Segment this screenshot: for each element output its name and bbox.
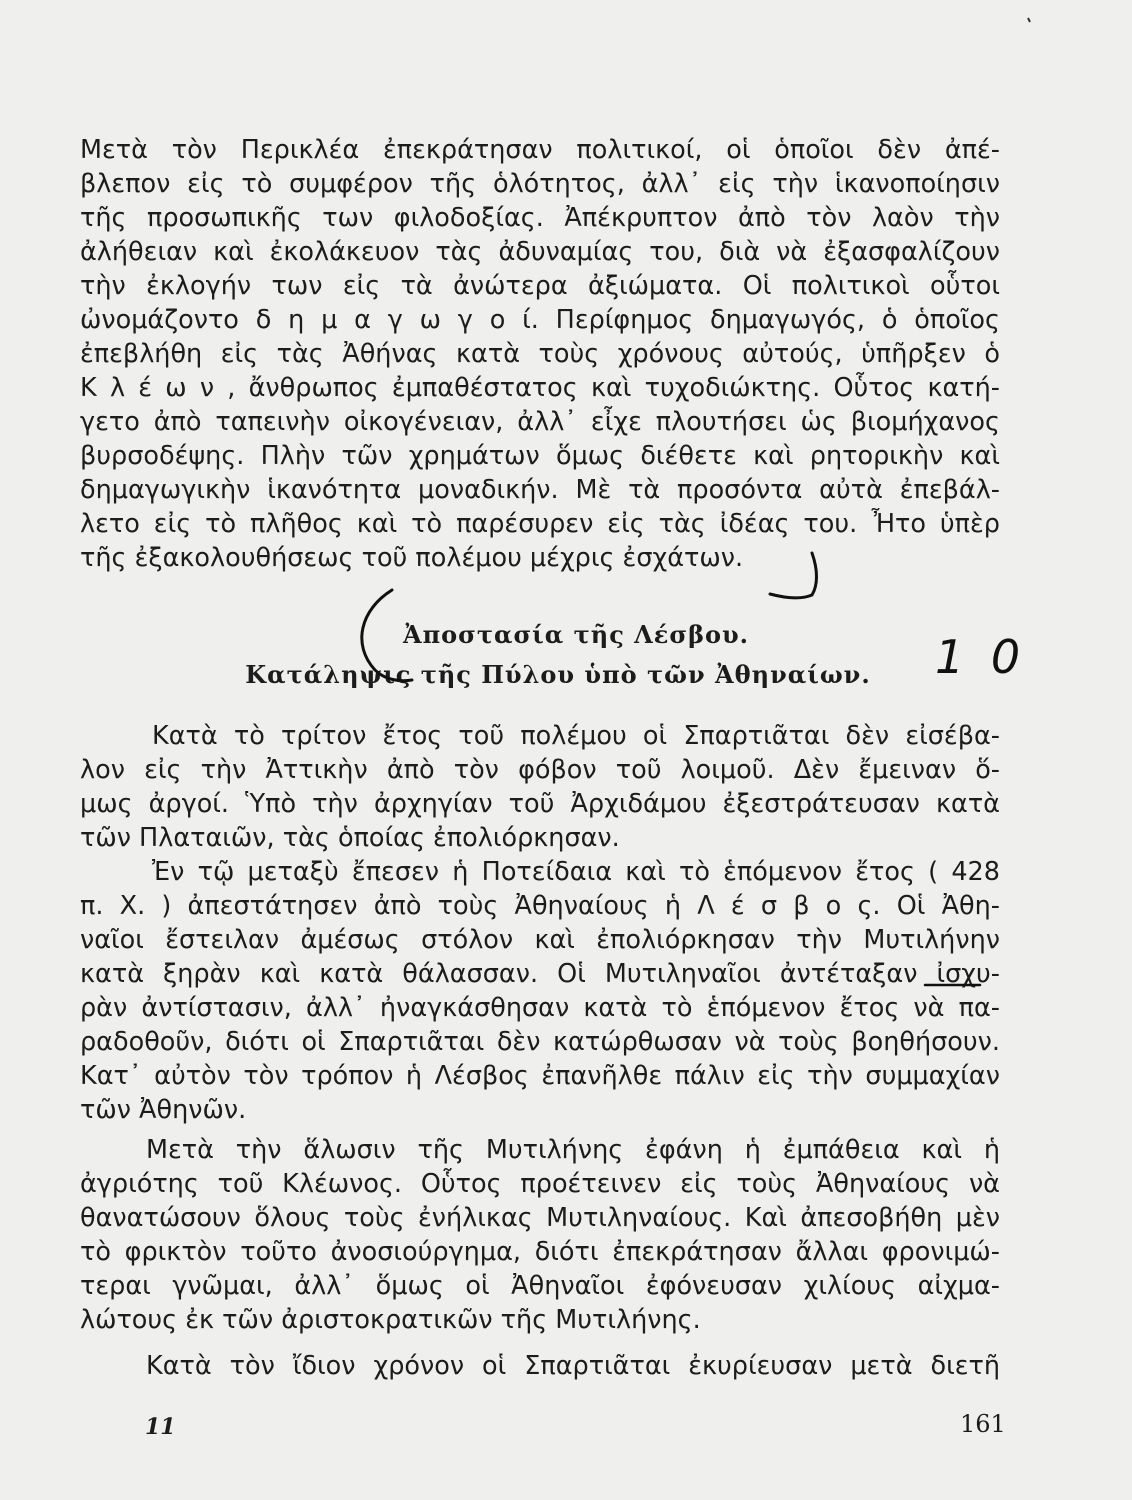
section-heading-lesbos: Ἀποστασία τῆς Λέσβου. [402, 620, 750, 649]
text-line: Μετὰ τὴν ἅλωσιν τῆς Μυτιλήνης ἐφάνη ἡ ἐμπάθεια καὶ ἡ [146, 1135, 1000, 1165]
paragraph-mytilene-aftermath [80, 1133, 1000, 1337]
text-line: Ἐν τῷ μεταξὺ ἔπεσεν ἡ Ποτείδαια καὶ τὸ ἑπόμενον ἔτος ( 428 [152, 857, 1000, 887]
text-line: λον εἰς τὴν Ἀττικὴν ἀπὸ τὸν φόβον τοῦ λοιμοῦ. Δὲν ἔμειναν ὅ- [80, 755, 1000, 785]
text-line: Κ λ έ ω ν , ἄνθρωπος ἐμπαθέστατος καὶ τυχοδιώκτης. Οὗτος κατή- [80, 373, 1000, 403]
text-line: τὴν ἐκλογήν των εἰς τὰ ἀνώτερα ἀξιώματα. Οἱ πολιτικοὶ οὗτοι [80, 271, 1000, 301]
text-line: ρὰν ἀντίστασιν, ἀλλ᾽ ἠναγκάσθησαν κατὰ τὸ ἑπόμενον ἔτος νὰ πα- [80, 993, 1000, 1023]
paragraph-spartans-continuation [80, 1349, 1000, 1383]
text-line: ἀγριότης τοῦ Κλέωνος. Οὗτος προέτεινεν εἰς τοὺς Ἀθηναίους νὰ [80, 1169, 1000, 1199]
text-line: λώτους ἐκ τῶν ἀριστοκρατικῶν τῆς Μυτιλήνης. [80, 1305, 701, 1335]
text-line: τῶν Πλαταιῶν, τὰς ὁποίας ἐπολιόρκησαν. [80, 823, 620, 853]
text-line: τῆς προσωπικῆς των φιλοδοξίας. Ἀπέκρυπτον ἀπὸ τὸν λαὸν τὴν [80, 203, 1000, 233]
page-number: 161 [960, 1410, 1006, 1438]
text-line: π. Χ. ) ἀπεστάτησεν ἀπὸ τοὺς Ἀθηναίους ἡ Λ έ σ β ο ς. Οἱ Ἀθη- [80, 891, 1000, 921]
text-line: θανατώσουν ὅλους τοὺς ἐνήλικας Μυτιληναίους. Καὶ ἀπεσοβήθη μὲν [80, 1203, 1000, 1233]
text-line: ὠνομάζοντο δ η μ α γ ω γ ο ί. Περίφημος δημαγωγός, ὁ ὁποῖος [80, 305, 1000, 335]
text-line: τεραι γνῶμαι, ἀλλ᾽ ὅμως οἱ Ἀθηναῖοι ἐφόνευσαν χιλίους αἰχμα- [80, 1271, 1000, 1301]
text-line: Κατὰ τὸν ἴδιον χρόνον οἱ Σπαρτιᾶται ἐκυρίευσαν μετὰ διετῆ [146, 1351, 1000, 1381]
text-line: ραδοθοῦν, διότι οἱ Σπαρτιᾶται δὲν κατώρθωσαν νὰ τοὺς βοηθήσουν. [80, 1027, 1000, 1057]
text-line: Μετὰ τὸν Περικλέα ἐπεκράτησαν πολιτικοί, οἱ ὁποῖοι δὲν ἀπέ- [80, 135, 1000, 165]
text-line: ἀλήθειαν καὶ ἐκολάκευον τὰς ἀδυναμίας του, διὰ νὰ ἐξασφαλίζουν [80, 237, 1000, 267]
text-line: βλεπον εἰς τὸ συμφέρον τῆς ὁλότητος, ἀλλ᾽ εἰς τὴν ἱκανοποίησιν [80, 169, 1000, 199]
text-line: μως ἀργοί. Ὑπὸ τὴν ἀρχηγίαν τοῦ Ἀρχιδάμου ἐξεστράτευσαν κατὰ [80, 789, 1000, 819]
text-line: λετο εἰς τὸ πλῆθος καὶ τὸ παρέσυρεν εἰς τὰς ἰδέας του. Ἦτο ὑπὲρ [80, 509, 1000, 539]
text-line: Κατ᾽ αὐτὸν τὸν τρόπον ἡ Λέσβος ἐπανῆλθε πάλιν εἰς τὴν συμμαχίαν [80, 1061, 1000, 1091]
text-line: δημαγωγικὴν ἱκανότητα μοναδικήν. Μὲ τὰ προσόντα αὐτὰ ἐπεβάλ- [80, 475, 1000, 505]
text-line: ναῖοι ἔστειλαν ἀμέσως στόλον καὶ ἐπολιόρκησαν τὴν Μυτιλήνην [80, 925, 1000, 955]
text-line: ἐπεβλήθη εἰς τὰς Ἀθήνας κατὰ τοὺς χρόνους αὐτούς, ὑπῆρξεν ὁ [80, 339, 1000, 369]
text-line: βυρσοδέψης. Πλὴν τῶν χρημάτων ὅμως διέθετε καὶ ρητορικὴν καὶ [80, 441, 1000, 471]
text-line: Κατὰ τὸ τρίτον ἔτος τοῦ πολέμου οἱ Σπαρτιᾶται δὲν εἰσέβα- [152, 721, 1000, 751]
text-line: κατὰ ξηρὰν καὶ κατὰ θάλασσαν. Οἱ Μυτιληναῖοι ἀντέταξαν ἰσχυ- [80, 959, 1000, 989]
text-line: τῆς ἐξακολουθήσεως τοῦ πολέμου μέχρις ἐσχάτων. [80, 543, 744, 573]
pen-tick-mark [1028, 18, 1030, 22]
paragraph-pericles-successors [80, 133, 1000, 575]
text-line: γετο ἀπὸ ταπεινὴν οἰκογένειαν, ἀλλ᾽ εἶχε πλουτήσει ὡς βιομήχανος [80, 407, 1000, 437]
signature-mark: 11 [145, 1414, 176, 1440]
paragraph-lesbos-revolt [80, 719, 1000, 1127]
section-heading-pylos: Κατάληψις τῆς Πύλου ὑπὸ τῶν Ἀθηναίων. [245, 660, 871, 689]
text-line: τῶν Ἀθηνῶν. [80, 1095, 247, 1125]
text-line: τὸ φρικτὸν τοῦτο ἀνοσιούργημα, διότι ἐπεκράτησαν ἄλλαι φρονιμώ- [80, 1237, 1000, 1267]
handwritten-margin-number: 1 0 [935, 630, 1027, 684]
